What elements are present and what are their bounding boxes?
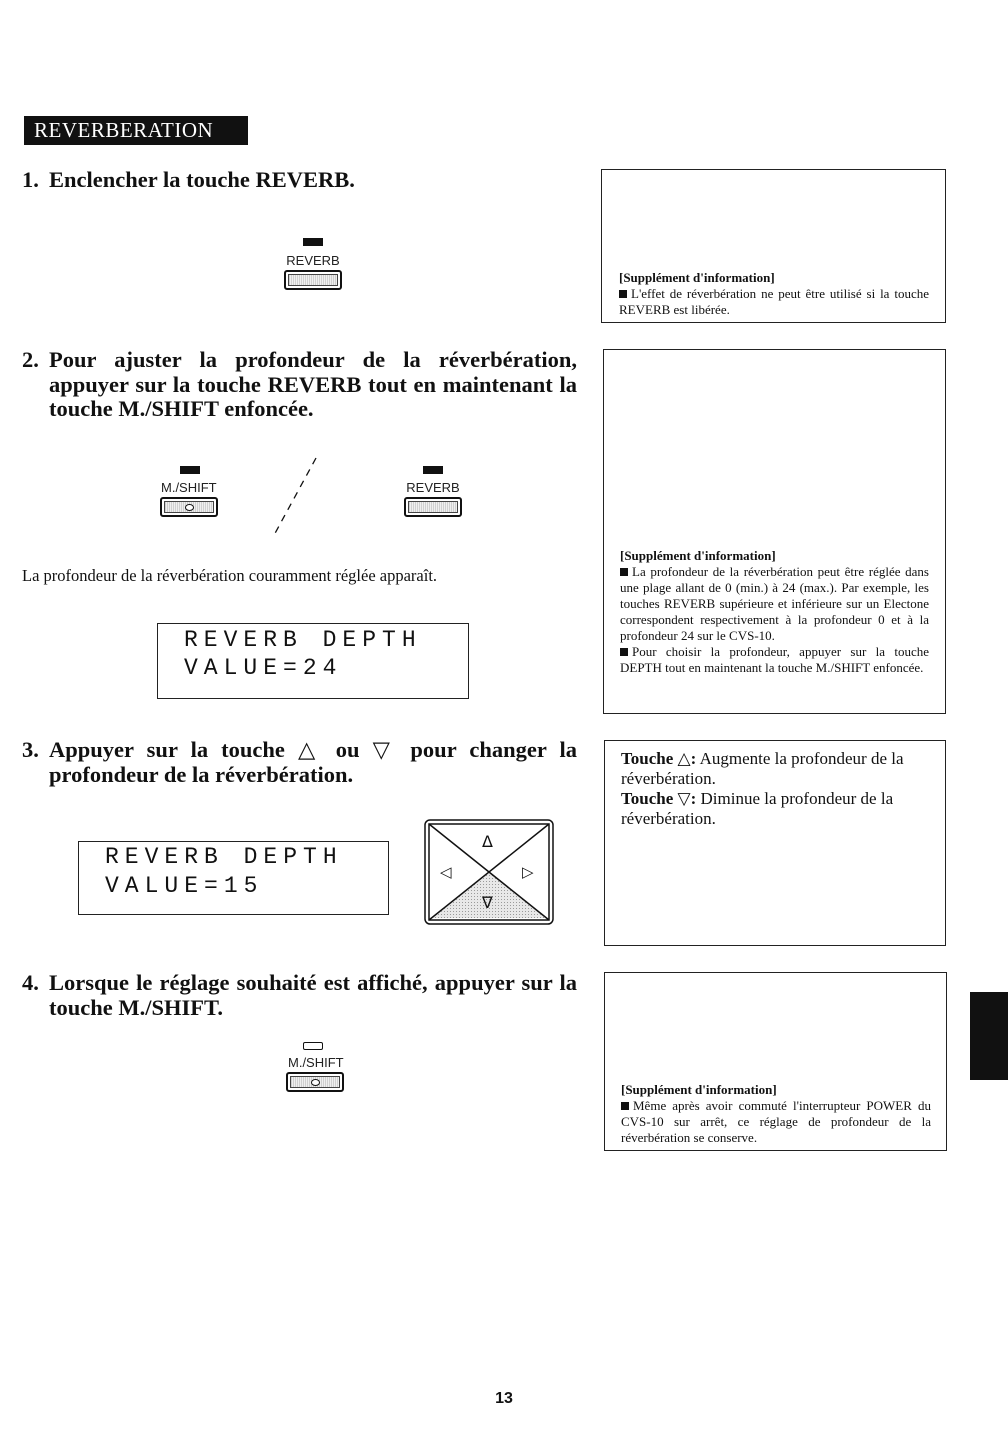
mshift-button-group-2 <box>158 466 226 517</box>
dashed-divider <box>270 455 320 540</box>
step-number: 3. <box>22 737 39 762</box>
depth-display-text: La profondeur de la réverbération couramment réglée apparaît. <box>22 566 438 585</box>
lcd-line-2: VALUE=15 <box>105 873 264 899</box>
bullet-icon <box>619 290 627 298</box>
step-3 <box>22 738 577 787</box>
arrow-keypad <box>423 818 555 926</box>
section-title: REVERBERATION <box>24 116 248 145</box>
reverb-button-group-1 <box>280 238 346 290</box>
touche-box <box>604 740 946 946</box>
bullet-icon <box>620 568 628 576</box>
step-2 <box>22 348 577 422</box>
note-text: La profondeur de la réverbération peut être réglée dans une plage allant de 0 (min.) à 24 (max.). Par exemple, les touches REVERB supérieure et inférieure sur un Electone correspondent respectivement à la profondeur 0 et à la profondeur 24 sur le CVS-10. <box>620 564 929 643</box>
note-text: Même après avoir commuté l'interrupteur POWER du CVS-10 sur arrêt, ce réglage de profondeur de la réverbération se conserve. <box>621 1098 931 1145</box>
reverb-key[interactable] <box>284 270 342 290</box>
note-heading: [Supplément d'information] <box>621 1082 777 1097</box>
right-arrow-icon[interactable]: ▷ <box>522 863 534 881</box>
step-number: 1. <box>22 167 39 192</box>
down-arrow-icon[interactable]: ∇ <box>482 893 493 912</box>
note-text: Pour choisir la profondeur, appuyer sur la touche DEPTH tout en maintenant la touche M./SHIFT enfoncée. <box>620 644 929 675</box>
lcd-display-2 <box>78 841 389 915</box>
touche-down-label: Touche ▽: <box>621 789 697 808</box>
lcd-line-1: REVERB DEPTH <box>184 627 422 653</box>
step-text: Appuyer sur la touche △ ou ▽ pour changer la profondeur de la réverbération. <box>49 737 577 787</box>
step-text: Lorsque le réglage souhaité est affiché, appuyer sur la touche M./SHIFT. <box>49 970 577 1020</box>
note-box-1 <box>601 169 946 323</box>
lcd-line-2: VALUE=24 <box>184 655 343 681</box>
note-heading: [Supplément d'information] <box>620 548 776 563</box>
chapter-tab <box>970 992 1008 1080</box>
bullet-icon <box>621 1102 629 1110</box>
mshift-label: M./SHIFT <box>161 480 217 495</box>
page-number: 13 <box>495 1390 513 1407</box>
reverb-button-group-2 <box>400 466 466 517</box>
touche-up-text: Augmente la profondeur de la réverbération. <box>621 749 904 788</box>
mshift-led-on <box>180 466 200 474</box>
step-number: 2. <box>22 347 39 372</box>
note-text: L'effet de réverbération ne peut être utilisé si la touche REVERB est libérée. <box>619 286 929 317</box>
lcd-line-1: REVERB DEPTH <box>105 844 343 870</box>
reverb-label: REVERB <box>406 480 460 495</box>
step-1 <box>22 168 577 193</box>
lcd-display-1 <box>157 623 469 699</box>
step-number: 4. <box>22 970 39 995</box>
mshift-label: M./SHIFT <box>288 1055 344 1070</box>
reverb-led-on <box>423 466 443 474</box>
mshift-key[interactable] <box>160 497 218 517</box>
reverb-led-on <box>303 238 323 246</box>
mshift-key[interactable] <box>286 1072 344 1092</box>
note-box-3 <box>604 972 947 1151</box>
note-box-2 <box>603 349 946 714</box>
mshift-button-group-4 <box>286 1042 352 1092</box>
step-4 <box>22 971 577 1020</box>
touche-down-text: Diminue la profondeur de la réverbération. <box>621 789 894 828</box>
step-text: Enclencher la touche REVERB. <box>49 167 355 192</box>
step-text: Pour ajuster la profondeur de la réverbération, appuyer sur la touche REVERB tout en maintenant la touche M./SHIFT enfoncée. <box>49 347 577 421</box>
note-heading: [Supplément d'information] <box>619 270 775 285</box>
bullet-icon <box>620 648 628 656</box>
touche-up-label: Touche △: <box>621 749 697 768</box>
up-arrow-icon[interactable]: Δ <box>482 832 493 851</box>
left-arrow-icon[interactable]: ◁ <box>440 863 452 881</box>
reverb-label: REVERB <box>286 253 340 268</box>
mshift-led-off <box>303 1042 323 1050</box>
reverb-key[interactable] <box>404 497 462 517</box>
